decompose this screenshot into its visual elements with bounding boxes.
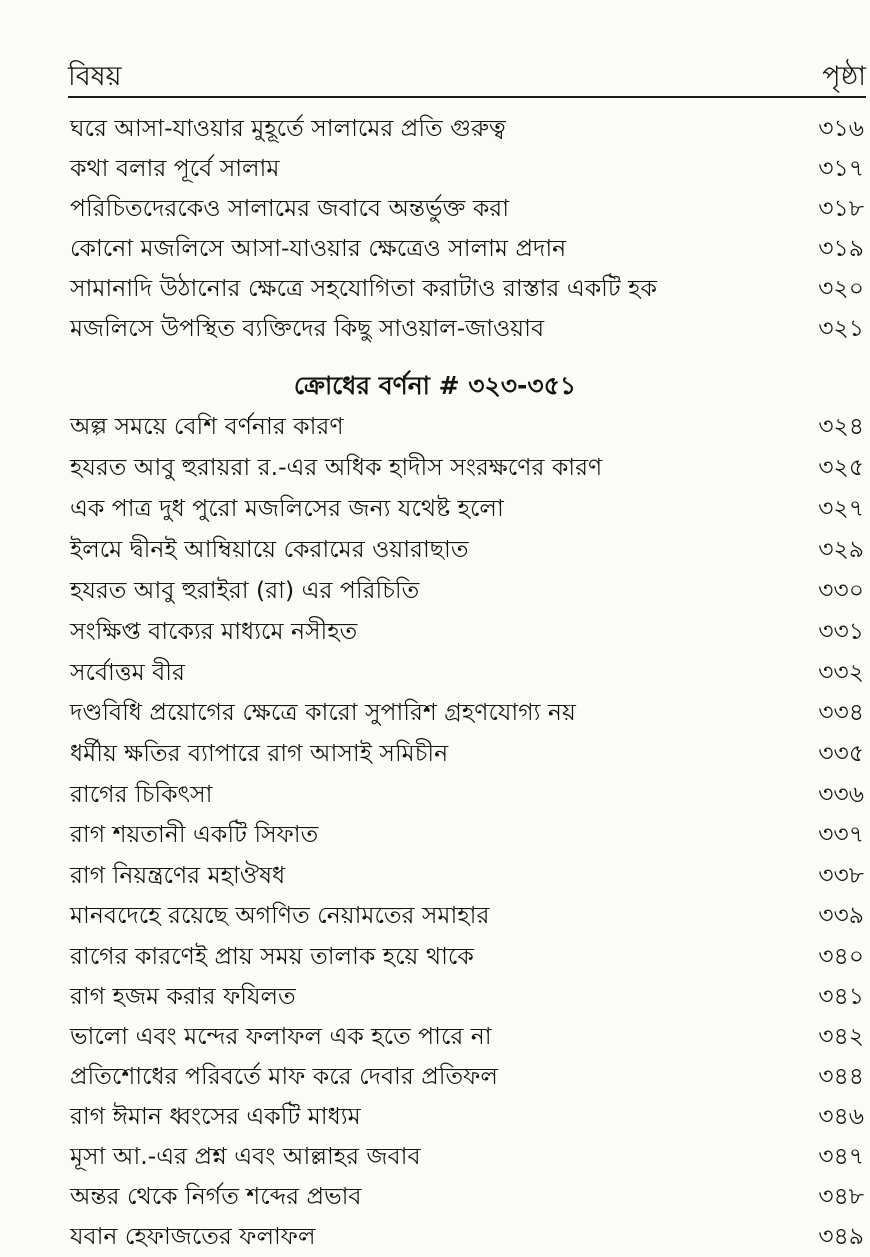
- entry-page: ৩৩০: [818, 576, 864, 604]
- toc-entry: [70, 1176, 864, 1216]
- toc-entry: [70, 228, 864, 268]
- entry-page: ৩৩৭: [818, 820, 864, 848]
- toc-entry: [70, 447, 864, 487]
- entry-page: ৩৪৮: [818, 1182, 864, 1210]
- entry-page: ৩৪৬: [818, 1102, 864, 1130]
- entry-title: রাগের চিকিৎসা: [70, 780, 213, 808]
- entry-title: মানবদেহে রয়েছে অগণিত নেয়ামতের সমাহার: [70, 901, 490, 929]
- entry-page: ৩৪০: [818, 942, 864, 970]
- entry-title: যবান হেফাজতের ফলাফল: [70, 1222, 316, 1250]
- entry-title: রাগ নিয়ন্ত্রণের মহাঔষধ: [70, 861, 286, 889]
- entry-title: হযরত আবু হুরায়রা র.-এর অধিক হাদীস সংরক্ষণের কারণ: [70, 453, 603, 481]
- toc-entry: [70, 570, 864, 610]
- entry-page: ৩২৭: [818, 494, 864, 522]
- toc-entry: [70, 1016, 864, 1056]
- toc-entry: [70, 406, 864, 446]
- toc-entry: [70, 108, 864, 148]
- entry-title: কোনো মজলিসে আসা-যাওয়ার ক্ষেত্রেও সালাম প্রদান: [70, 234, 567, 262]
- entry-title: মজলিসে উপস্থিত ব্যক্তিদের কিছু সাওয়াল-জাওয়াব: [70, 314, 545, 342]
- entry-page: ৩৩১: [818, 617, 864, 645]
- toc-entry: [70, 936, 864, 976]
- entry-page: ৩১৭: [818, 154, 864, 182]
- entry-page: ৩৩৫: [818, 739, 864, 767]
- entry-page: ৩৩৪: [818, 698, 864, 726]
- entry-page: ৩৪৪: [818, 1062, 864, 1090]
- entry-page: ৩১৯: [818, 234, 864, 262]
- toc-entry: [70, 268, 864, 308]
- entry-page: ৩৩৯: [818, 901, 864, 929]
- toc-entry: [70, 188, 864, 228]
- entry-page: ৩৪২: [818, 1022, 864, 1050]
- entry-title: রাগ শয়তানী একটি সিফাত: [70, 820, 319, 848]
- toc-entry: [70, 1056, 864, 1096]
- entry-title: প্রতিশোধের পরিবর্তে মাফ করে দেবার প্রতিফল: [70, 1062, 498, 1090]
- entry-page: ৩২১: [818, 314, 864, 342]
- entry-title: অন্তর থেকে নির্গত শব্দের প্রভাব: [70, 1182, 362, 1210]
- toc-entry: [70, 774, 864, 814]
- toc-entry: [70, 611, 864, 651]
- entry-page: ৩৩২: [818, 658, 864, 686]
- entry-page: ৩৪৭: [818, 1142, 864, 1170]
- toc-entry: [70, 733, 864, 773]
- toc-entry: [70, 855, 864, 895]
- entry-page: ৩২৯: [818, 535, 864, 563]
- entry-title: সামানাদি উঠানোর ক্ষেত্রে সহযোগিতা করাটাও রাস্তার একটি হক: [70, 274, 657, 302]
- entry-title: এক পাত্র দুধ পুরো মজলিসের জন্য যথেষ্ট হলো: [70, 494, 504, 522]
- toc-entry: [70, 1136, 864, 1176]
- entry-title: ইলমে দ্বীনই আম্বিয়ায়ে কেরামের ওয়ারাছাত: [70, 535, 469, 563]
- entry-title: ভালো এবং মন্দের ফলাফল এক হতে পারে না: [70, 1022, 492, 1050]
- toc-entry: [70, 1216, 864, 1256]
- toc-entry: [70, 148, 864, 188]
- toc-entry: [70, 895, 864, 935]
- entry-title: অল্প সময়ে বেশি বর্ণনার কারণ: [70, 412, 344, 440]
- entry-title: পরিচিতদেরকেও সালামের জবাবে অন্তর্ভুক্ত করা: [70, 194, 510, 222]
- toc-entry: [70, 1096, 864, 1136]
- entry-title: রাগ হজম করার ফযিলত: [70, 982, 296, 1010]
- entry-page: ৩১৬: [818, 114, 864, 142]
- toc-entry: [70, 652, 864, 692]
- entry-page: ৩২০: [818, 274, 864, 302]
- entry-page: ৩১৮: [818, 194, 864, 222]
- section-heading: ক্রোধের বর্ণনা # ৩২৩-৩৫১: [293, 371, 577, 400]
- subject-column-label: বিষয়: [68, 61, 122, 92]
- entry-title: ঘরে আসা-যাওয়ার মুহূর্তে সালামের প্রতি গুরুত্ব: [70, 114, 506, 142]
- entry-page: ৩৪৯: [818, 1222, 864, 1250]
- entry-title: রাগ ঈমান ধ্বংসের একটি মাধ্যম: [70, 1102, 361, 1130]
- entry-page: ৩২৫: [818, 453, 864, 481]
- toc-entry: [70, 529, 864, 569]
- toc-entry: [70, 488, 864, 528]
- entry-title: রাগের কারণেই প্রায় সময় তালাক হয়ে থাকে: [70, 942, 474, 970]
- entry-title: ধর্মীয় ক্ষতির ব্যাপারে রাগ আসাই সমিচীন: [70, 739, 449, 767]
- entry-title: সর্বোত্তম বীর: [70, 658, 185, 686]
- entry-page: ৩৪১: [818, 982, 864, 1010]
- page-column-label: পৃষ্ঠা: [822, 61, 866, 92]
- toc-entry: [70, 308, 864, 348]
- toc-entry: [70, 692, 864, 732]
- entry-page: ৩৩৮: [818, 861, 864, 889]
- entry-title: দণ্ডবিধি প্রয়োগের ক্ষেত্রে কারো সুপারিশ গ্রহণযোগ্য নয়: [70, 698, 576, 726]
- toc-entry: [70, 814, 864, 854]
- entry-title: মূসা আ.-এর প্রশ্ন এবং আল্লাহর জবাব: [70, 1142, 421, 1170]
- entry-title: সংক্ষিপ্ত বাক্যের মাধ্যমে নসীহত: [70, 617, 358, 645]
- entry-title: হযরত আবু হুরাইরা (রা) এর পরিচিতি: [70, 576, 420, 604]
- entry-page: ৩৩৬: [818, 780, 864, 808]
- toc-entry: [70, 976, 864, 1016]
- toc-header: [68, 52, 866, 98]
- entry-page: ৩২৪: [818, 412, 864, 440]
- entry-title: কথা বলার পূর্বে সালাম: [70, 154, 280, 182]
